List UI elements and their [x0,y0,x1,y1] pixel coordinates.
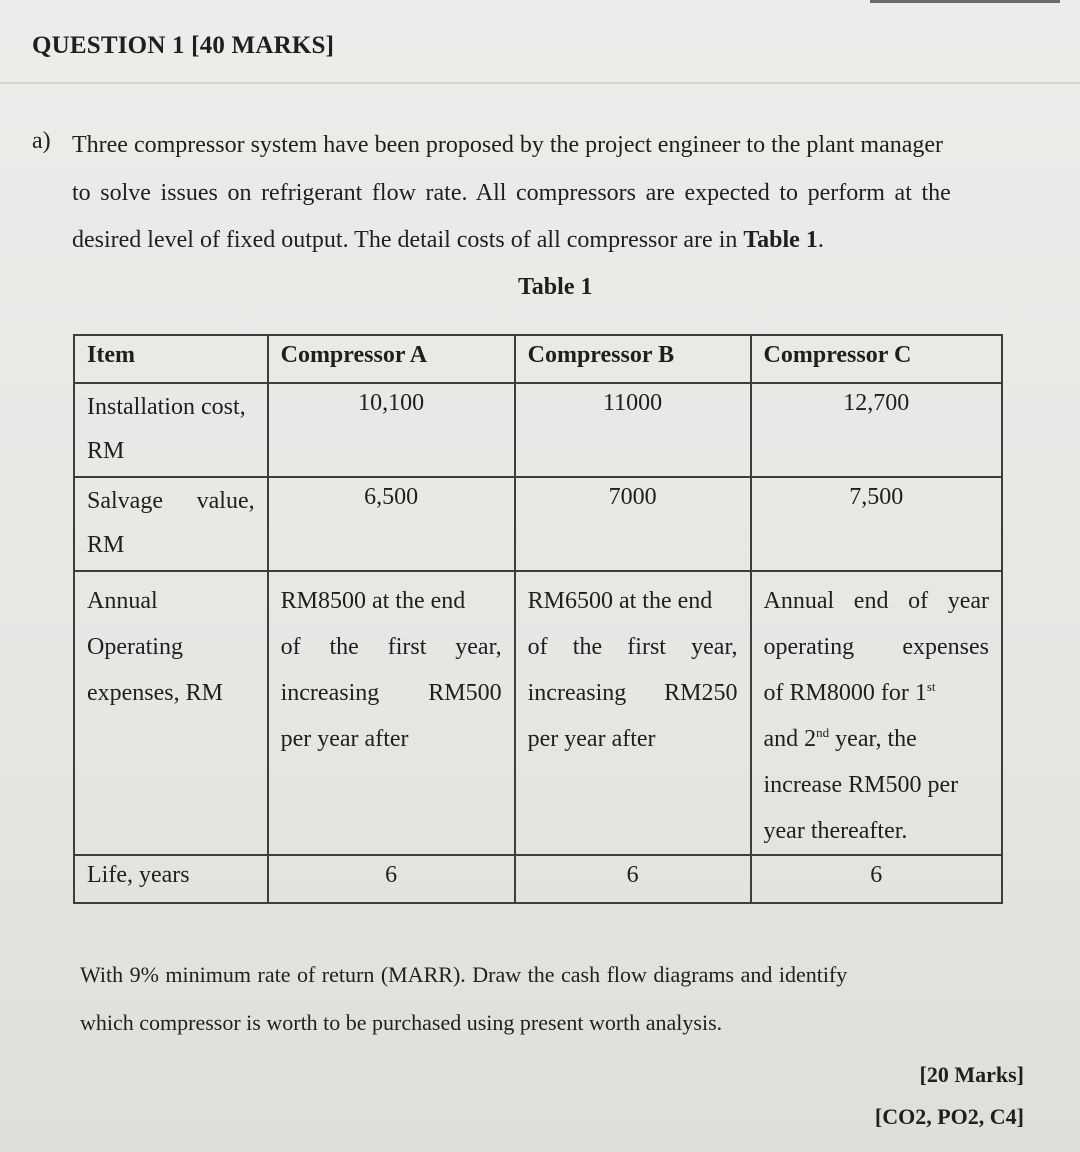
operating-label-line-3: expenses, RM [87,680,223,706]
operating-b-line-1: RM6500 at the end [527,588,713,614]
table-row-installation [74,383,1002,477]
operating-label [74,571,268,855]
operating-c-line-4-text: and 2 [763,726,817,752]
operating-b [515,571,751,855]
operating-a-line-3-word: RM500 [428,680,502,706]
table-row-salvage [74,477,1002,571]
operating-b-line-2-word: the [572,634,603,660]
operating-b-line-2 [528,624,738,670]
operating-c-line-1-word: Annual [763,588,835,614]
installation-label [74,383,268,477]
part-a-line-3-text: desired level of fixed output. The detail costs of all compressor are in [72,227,744,253]
operating-c-line-2-word: expenses [902,634,989,660]
table-reference: Table 1 [743,227,818,253]
part-a-label: a) [32,128,51,154]
operating-b-line-2-word: year, [691,634,738,660]
operating-a-line-2-word: first [387,634,427,660]
operating-c-line-1 [764,578,989,624]
operating-c-line-1-word: end [853,588,889,614]
operating-a-line-2-word: year, [455,634,502,660]
operating-a-line-3 [281,670,502,716]
operating-c [751,571,1002,855]
operating-c-line-1-word: year [947,588,989,614]
ordinal-nd: nd [816,725,830,740]
installation-label-line-2: RM [87,438,125,464]
life-c: 6 [751,855,1002,903]
operating-c-line-6: year thereafter. [763,818,908,844]
salvage-a: 6,500 [268,477,515,571]
cost-table [73,334,1003,904]
part-a-line-2: to solve issues on refrigerant flow rate. All compressors are expected to perform at the [72,180,951,206]
operating-label-line-2: Operating [87,634,183,660]
instruction-line-1: With 9% minimum rate of return (MARR). Draw the cash flow diagrams and identify [80,962,848,987]
operating-label-line-1: Annual [87,588,158,614]
header-item: Item [74,335,268,383]
operating-b-line-2-word: first [627,634,666,660]
operating-a-line-2-word: the [329,634,359,660]
salvage-label-line-1 [87,484,255,528]
table-row-life [74,855,1002,903]
installation-b: 11000 [515,383,751,477]
part-a-line-3 [72,228,1052,252]
salvage-label [74,477,268,571]
instruction-line-2: which compressor is worth to be purchased using present worth analysis. [80,1010,723,1035]
marks-allocation: [20 Marks] [919,1062,1024,1087]
salvage-c: 7,500 [751,477,1002,571]
operating-b-line-3-word: increasing [527,680,627,706]
salvage-label-word-1: Salvage [87,488,163,514]
table-header-row [74,335,1002,383]
section-divider [0,82,1080,84]
part-a-line-3-end: . [817,227,824,253]
operating-c-line-4 [764,716,989,762]
operating-c-line-4-rest: year, the [835,726,917,752]
header-compressor-b: Compressor B [515,335,751,383]
life-b: 6 [515,855,751,903]
ordinal-st: st [926,679,936,694]
table-row-operating [74,571,1002,855]
operating-c-line-1-word: of [908,588,929,614]
life-a: 6 [268,855,515,903]
operating-a-line-4: per year after [280,726,409,752]
operating-c-line-2 [764,624,989,670]
life-label: Life, years [74,855,268,903]
operating-b-line-4: per year after [527,726,656,752]
installation-c: 12,700 [751,383,1002,477]
operating-b-line-3 [528,670,738,716]
operating-a-line-1: RM8500 at the end [280,588,466,614]
salvage-b: 7000 [515,477,751,571]
course-outcomes: [CO2, PO2, C4] [874,1104,1024,1129]
operating-c-line-3-text: of RM8000 for 1 [763,680,927,706]
operating-c-line-5: increase RM500 per [763,772,959,798]
operating-a-line-2-word: of [280,634,301,660]
header-compressor-c: Compressor C [751,335,1002,383]
operating-c-line-2-word: operating [763,634,855,660]
top-rule [870,0,1060,3]
part-a-line-1: Three compressor system have been proposed by the project engineer to the plant manager [72,132,944,158]
operating-b-line-3-word: RM250 [664,680,738,706]
operating-a-line-2 [281,624,502,670]
table-caption: Table 1 [518,274,593,300]
operating-a [268,571,515,855]
header-compressor-a: Compressor A [268,335,515,383]
installation-label-line-1: Installation cost, [87,394,246,420]
question-title: QUESTION 1 [40 MARKS] [32,32,335,59]
installation-a: 10,100 [268,383,515,477]
operating-b-line-2-word: of [527,634,548,660]
salvage-label-line-2: RM [87,532,125,558]
operating-a-line-3-word: increasing [280,680,380,706]
operating-c-line-3 [764,670,989,716]
salvage-label-word-2: value, [196,488,255,514]
